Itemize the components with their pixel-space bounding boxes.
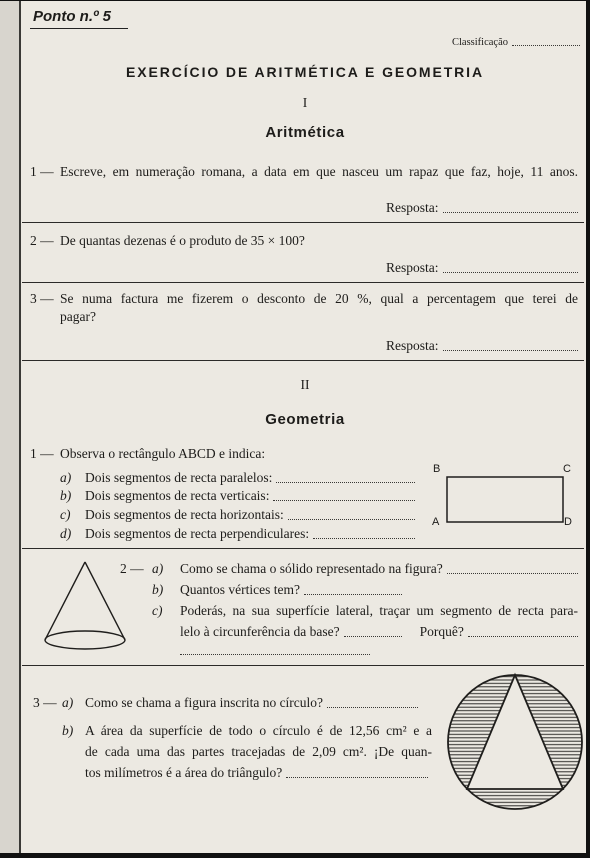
sub-item-label: c) [152, 603, 163, 618]
answer-blank [468, 636, 578, 637]
question-g2-a [120, 561, 578, 577]
rectangle-abcd [447, 477, 563, 522]
sub-item-text: Como se chama a figura inscrita no círculo? [85, 695, 324, 710]
question-number: 2 — [30, 233, 54, 248]
sub-item [60, 526, 415, 542]
question-g3-a [33, 695, 418, 711]
question-g3-b-line2 [85, 744, 432, 760]
sub-item-text-line: Poderás, na sua superfície lateral, traçar um segmento de recta para- [180, 603, 578, 618]
exam-number-underline [30, 28, 128, 29]
sub-item [60, 507, 415, 523]
inscribed-triangle-figure [445, 672, 585, 812]
answer-label: Resposta: [386, 338, 439, 353]
question-g3-b-line3 [85, 765, 428, 781]
answer-blank [443, 272, 579, 273]
divider [22, 665, 584, 666]
question-text: Observa o rectângulo ABCD e indica: [60, 446, 266, 461]
answer-blank [443, 350, 579, 351]
answer-label: Resposta: [386, 200, 439, 215]
section-numeral-1: I [302, 95, 308, 110]
answer-blank [286, 777, 428, 778]
answer-blank [276, 482, 415, 483]
question-number: 3 — [33, 695, 57, 710]
sub-item-text: Dois segmentos de recta horizontais: [85, 507, 284, 522]
sub-item-label: d) [60, 526, 72, 541]
section-heading-aritmetica: Aritmética [265, 124, 345, 141]
answer-line-a3 [386, 338, 578, 354]
why-label: Porquê? [419, 624, 464, 639]
cone-sides [45, 562, 125, 640]
sub-item-text: Dois segmentos de recta perpendiculares: [85, 526, 310, 541]
sub-item [60, 488, 415, 504]
question-a1 [30, 164, 578, 180]
answer-blank [447, 573, 578, 574]
cone-base [45, 631, 125, 649]
answer-line-a1 [386, 200, 578, 216]
question-number: 2 — [120, 561, 144, 576]
question-a3 [30, 291, 578, 307]
page-title: EXERCÍCIO DE ARITMÉTICA E GEOMETRIA [126, 64, 484, 80]
answer-blank [327, 707, 418, 708]
sub-item-label: a) [152, 561, 164, 576]
classification-blank [512, 45, 580, 46]
question-g2-b [152, 582, 402, 598]
sub-item-text: Dois segmentos de recta paralelos: [85, 470, 273, 485]
sub-item-label: c) [60, 507, 71, 522]
question-g1 [30, 446, 430, 462]
exam-number: Ponto n.º 5 [33, 8, 111, 25]
answer-blank [304, 594, 402, 595]
vertex-label-d: D [564, 516, 572, 528]
sub-item-label: a) [60, 470, 72, 485]
binding-margin [0, 1, 21, 853]
answer-blank [443, 212, 579, 213]
sub-item-label: b) [60, 488, 72, 503]
divider [22, 360, 584, 361]
answer-blank [313, 538, 415, 539]
question-g3-b-line1 [85, 723, 432, 739]
sub-item-text-line: de cada uma das partes tracejadas de 2,09 cm². ¡De quan- [85, 744, 432, 759]
vertex-label-b: B [433, 463, 441, 475]
question-number: 1 — [30, 164, 54, 179]
divider [22, 222, 584, 223]
answer-label: Resposta: [386, 260, 439, 275]
sub-item [60, 470, 415, 486]
question-g2-c [152, 603, 578, 619]
question-text: Escreve, em numeração romana, a data em que nasceu um rapaz que faz, hoje, 11 anos. [60, 164, 578, 179]
rectangle-figure [425, 460, 580, 535]
section-numeral-2: II [300, 377, 310, 392]
section-heading-geometria: Geometria [265, 411, 345, 428]
answer-blank [288, 519, 415, 520]
vertex-label-c: C [563, 463, 571, 475]
question-text: De quantas dezenas é o produto de 35 × 100? [60, 233, 305, 248]
sub-item-label: a) [62, 695, 74, 710]
divider [22, 282, 584, 283]
vertex-label-a: A [432, 516, 440, 528]
classification-label: Classificação [452, 37, 508, 48]
sub-item-label: b) [62, 723, 74, 738]
question-number: 3 — [30, 291, 54, 306]
sub-item-text-line: lelo à circunferência da base? [180, 624, 340, 639]
sub-item-text: Como se chama o sólido representado na figura? [180, 561, 443, 576]
sub-item-text: Quantos vértices tem? [180, 582, 300, 597]
question-number: 1 — [30, 446, 54, 461]
question-g2-c-line3 [180, 642, 370, 658]
sub-item-label: b) [152, 582, 164, 597]
question-text-line: pagar? [60, 309, 96, 324]
sub-item-text: Dois segmentos de recta verticais: [85, 488, 270, 503]
answer-blank [180, 654, 370, 655]
sub-item-text-line: A área da superfície de todo o círculo é de 12,56 cm² e a [85, 723, 432, 738]
question-text-line: Se numa factura me fizerem o desconto de 20 %, qual a percentagem que terei de [60, 291, 578, 306]
answer-line-a2 [386, 260, 578, 276]
question-g2-c-line2 [180, 624, 578, 640]
question-a2 [30, 233, 578, 249]
divider [22, 548, 584, 549]
answer-blank [273, 500, 415, 501]
classification-field [452, 33, 580, 49]
sub-item-text-line: tos milímetros é a área do triângulo? [85, 765, 283, 780]
answer-blank [344, 636, 402, 637]
